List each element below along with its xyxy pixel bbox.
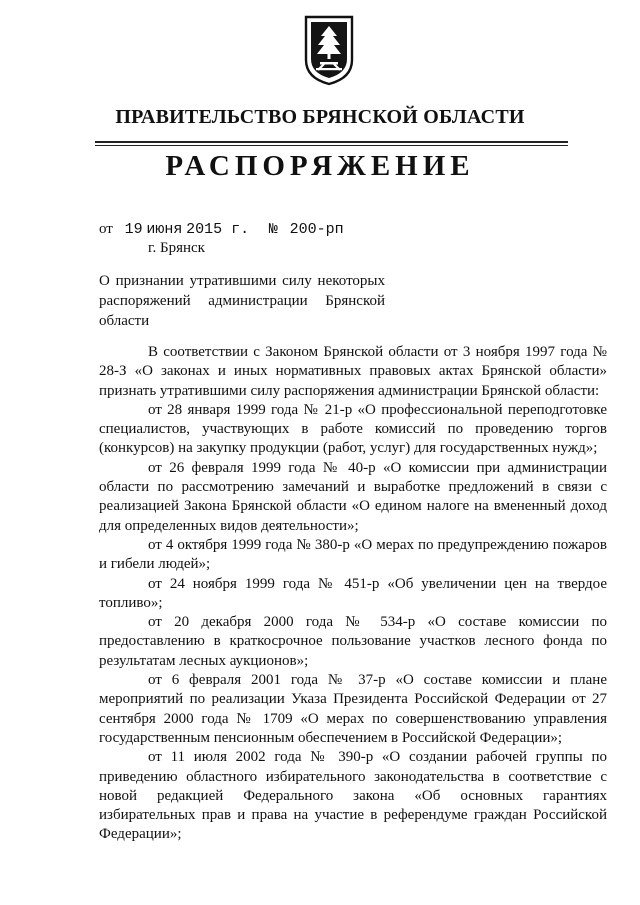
organization-title: ПРАВИТЕЛЬСТВО БРЯНСКОЙ ОБЛАСТИ [115,106,525,128]
document-number: 200-рп [289,221,344,238]
document-body [99,343,607,845]
document-type-heading: РАСПОРЯЖЕНИЕ [165,150,475,182]
subject-line: области [99,313,150,329]
subject-line: распоряжений администрации Брянской [99,293,385,309]
date-year: 2015 г. [186,221,250,238]
subject-line: О признании утратившими силу некоторых [99,273,385,289]
body-paragraph: от 6 февраля 2001 года № 37-р «О составе комиссии и плане мероприятий по реализации Указа Президента Российской Федерации от 27 сентября 2000 года № 1709 «О мерах по совершенствованию управления государственным пенсионным обеспечением в Российской Федерации»; [99,672,607,746]
body-paragraph: от 26 февраля 1999 года № 40-р «О комиссии при администрации области по рассмотрению замечаний и выработке предложений в связи с реализацией Закона Брянской области «О едином налоге на вмененный доход для определенных видов деятельности»; [99,459,607,534]
body-paragraph: от 24 ноября 1999 года № 451-р «Об увеличении цен на твердое топливо»; [99,575,607,611]
date-prefix: от [99,221,113,237]
body-paragraph: В соответствии с Законом Брянской области от 3 ноября 1997 года № 28-З «О законах и иных нормативных правовых актах Брянской области» признать утратившими силу распоряжения администрации Брянской области: [99,344,607,399]
body-paragraph: от 20 декабря 2000 года № 534-р «О составе комиссии по предоставлению в краткосрочное пользование участков лесного фонда по результатам лесных аукционов»; [99,614,607,669]
date-number-line [99,221,344,238]
body-paragraph: от 11 июля 2002 года № 390-р «О создании рабочей группы по приведению областного избирательного законодательства в соответствие с новой редакцией Федерального закона «Об основных гарантиях избирательных прав и права на участие в референдуме граждан Российской Федерации»; [99,749,607,843]
city-line: г. Брянск [148,240,205,256]
body-paragraph: от 28 января 1999 года № 21-р «О профессиональной переподготовке специалистов, участвующих в работе комиссий по проведению торгов (конкурсов) на закупку продукции (работ, услуг) для государственных нужд»; [99,401,607,457]
body-paragraph: от 4 октября 1999 года № 380-р «О мерах по предупреждению пожаров и гибели людей»; [99,536,607,573]
date-month: июня [146,221,183,238]
date-day: 19 [124,221,143,238]
coat-of-arms-icon [303,14,355,86]
header-rule-thick [95,141,568,143]
subject-block [99,271,385,331]
header-rule-thin [95,145,568,146]
number-sign: № [268,221,278,238]
